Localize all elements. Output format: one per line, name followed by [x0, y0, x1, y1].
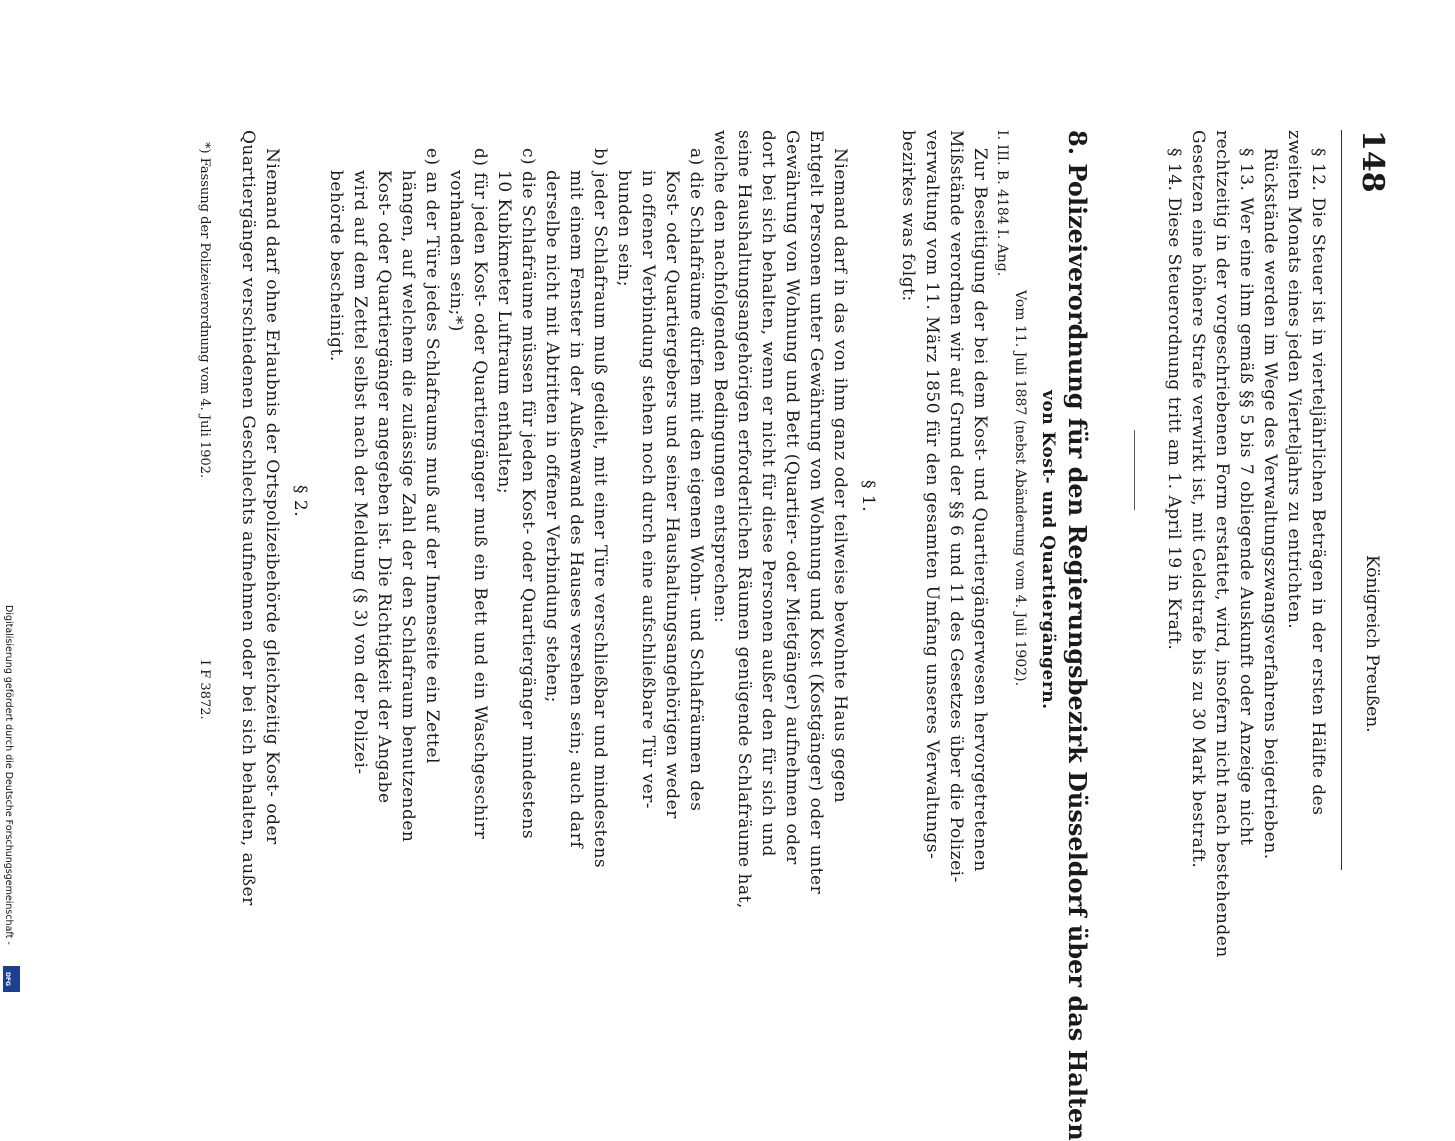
footnote-code: I F 3872.	[197, 660, 212, 720]
page-number: 148	[1355, 130, 1390, 193]
reference-number: I. III. B. 4184 I. Ang.	[994, 130, 1010, 277]
list-item-d: d) für jeden Kost- oder Quartiergänger muß ein Bett und ein Waschgeschirr	[470, 148, 490, 840]
section-13-text: Gesetzen eine höhere Strafe verwirkt ist, mit Geldstrafe bis zu 30 Mark bestraft.	[1188, 130, 1208, 869]
section-2-text: Niemand darf ohne Erlaubnis der Ortspolizeibehörde gleichzeitig Kost- oder	[262, 148, 282, 845]
list-item-b: derselbe nicht mit Abtritten in offener Verbindung stehen;	[542, 170, 562, 703]
list-item-e: wird auf dem Zettel selbst nach der Meldung (§ 3) von der Polizei-	[350, 170, 370, 775]
section-1-text: seine Haushaltungsangehörigen erforderlichen Räumen genügende Schlafräume hat,	[734, 130, 754, 909]
section-12-text: Rückstände werden im Wege des Verwaltungszwangsverfahrens beigetrieben.	[1260, 148, 1280, 860]
list-item-e: e) an der Türe jedes Schlafraums muß auf der Innenseite ein Zettel	[422, 148, 442, 764]
list-item-a: bunden sein;	[614, 170, 634, 287]
section-1-heading: § 1.	[858, 480, 878, 513]
running-title: Königreich Preußen.	[1362, 555, 1382, 733]
footnote: *) Fassung der Polizeiverordnung vom 4. Juli 1902.	[197, 142, 212, 479]
separator-rule	[1134, 430, 1135, 510]
list-item-a: Kost- oder Quartiergebers und seiner Haushaltungsangehörigen weder	[662, 170, 682, 819]
section-1-text: welche den nachfolgenden Bedingungen entsprechen:	[710, 130, 730, 624]
section-12-text: zweiten Monats eines jeden Vierteljahrs zu entrichten.	[1284, 130, 1304, 630]
ordinance-title-continued: von Kost- und Quartiergängern.	[1038, 390, 1058, 710]
list-item-d: vorhanden sein;*)	[446, 170, 466, 332]
ordinance-title: 8. Polizeiverordnung für den Regierungsbezirk Düsseldorf über das Halten	[1063, 130, 1092, 1141]
intro-text: Zur Beseitigung der bei dem Kost- und Quartiergängerwesen hervorgetretenen	[970, 148, 990, 872]
section-1-text: Entgelt Personen unter Gewährung von Wohnung und Kost (Kostgänger) oder unter	[806, 130, 826, 895]
intro-text: Mißstände verordnen wir auf Grund der §§ 6 und 11 des Gesetzes über die Polizei-	[946, 130, 966, 883]
header-rule	[1341, 130, 1342, 870]
list-item-a: in offener Verbindung stehen noch durch eine aufschließbare Tür ver-	[638, 170, 658, 810]
section-2-text: Quartiergänger verschiedenen Geschlechts aufnehmen oder bei sich behalten, außer	[238, 130, 258, 906]
intro-text: bezirkes was folgt:	[898, 130, 918, 302]
list-item-c: c) die Schlafräume müssen für jeden Kost- oder Quartiergänger mindestens	[518, 148, 538, 840]
section-13-text: § 13. Wer eine ihm gemäß §§ 5 bis 7 obliegende Auskunft oder Anzeige nicht	[1236, 148, 1256, 846]
section-1-text: Niemand darf in das von ihm ganz oder teilweise bewohnte Haus gegen	[830, 148, 850, 804]
section-13-text: rechtzeitig in der vorgeschriebenen Form erstattet, wird, insofern nicht nach bestehenden	[1212, 130, 1232, 958]
list-item-e: Kost- oder Quartiergänger angegeben ist. Die Richtigkeit der Angabe	[374, 170, 394, 804]
intro-text: verwaltung vom 11. März 1850 für den gesamten Umfang unseres Verwaltungs-	[922, 130, 942, 860]
section-12-text: § 12. Die Steuer ist in vierteljährlichen Beträgen in der ersten Hälfte des	[1308, 148, 1328, 816]
section-14-text: § 14. Diese Steuerordnung tritt am 1. April 19 in Kraft.	[1164, 148, 1184, 651]
section-1-text: dort bei sich behalten, wenn er nicht für diese Personen außer den für sich und	[758, 130, 778, 857]
list-item-b: mit einem Fenster in der Außenwand des Hauses versehen sein; auch darf	[566, 170, 586, 849]
section-2-heading: § 2.	[290, 485, 310, 518]
list-item-e: behörde bescheinigt.	[326, 170, 346, 362]
list-item-a: a) die Schlafräume dürfen mit den eigenen Wohn- und Schlafräumen des	[686, 148, 706, 812]
list-item-e: hängen, auf welchem die zulässige Zahl der den Schlafraum benutzenden	[398, 170, 418, 843]
document-page	[130, 130, 1390, 1141]
list-item-b: b) jeder Schlafraum muß gedielt, mit einer Türe verschließbar und mindestens	[590, 148, 610, 869]
ordinance-date: Vom 11. Juli 1887 (nebst Abänderung vom 4. Juli 1902).	[1012, 290, 1028, 687]
section-1-text: Gewährung von Wohnung und Bett (Quartier- oder Mietgänger) aufnehmen oder	[782, 130, 802, 865]
dfg-logo: DFG	[3, 966, 20, 992]
funding-notice: Digitalisierung gefördert durch die Deutsche Forschungsgemeinschaft -	[3, 605, 14, 945]
list-item-c: 10 Kubikmeter Luftraum enthalten;	[494, 170, 514, 495]
